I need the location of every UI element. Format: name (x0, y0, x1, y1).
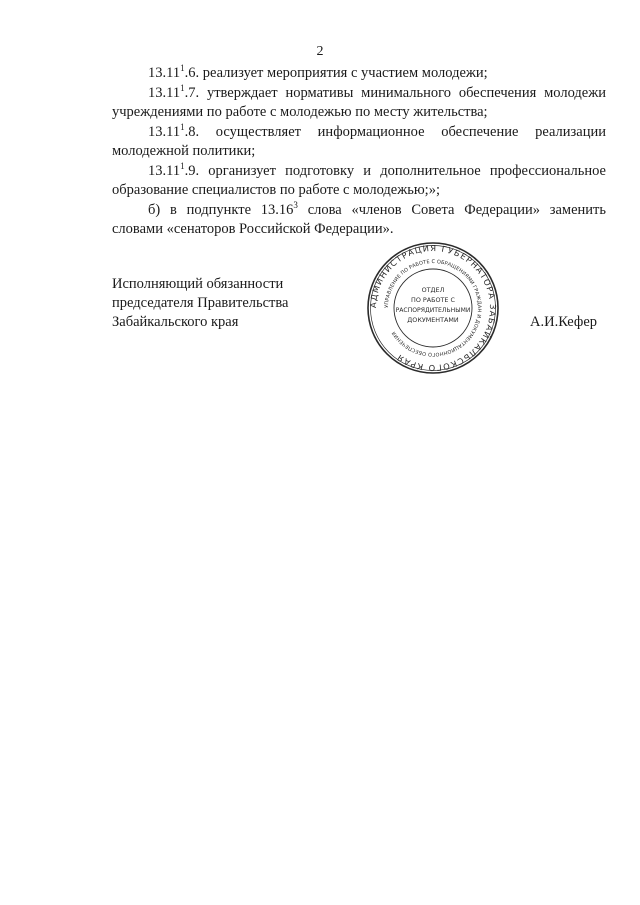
clause-superscript: 1 (180, 83, 185, 93)
clause-text: .6. реализует мероприятия с участием молодежи; (184, 65, 488, 81)
clause-number: 13.11 (148, 163, 181, 179)
stamp-center-line: РАСПОРЯДИТЕЛЬНЫМИ (395, 307, 471, 314)
signatory-title (112, 275, 332, 332)
clause-superscript: 1 (180, 122, 185, 132)
amendment-post: слова «членов Совета Федерации» заменить словами «сенаторов Российской Федерации». (112, 202, 607, 237)
page-number: 2 (316, 44, 324, 59)
signatory-title-line: Забайкальского края (112, 314, 239, 330)
clause-text: .8. осуществляет информационное обеспечение реализации молодежной политики; (112, 124, 606, 159)
official-stamp (366, 241, 500, 375)
stamp-outer-ring-text: АДМИНИСТРАЦИЯ ГУБЕРНАТОРА ЗАБАЙКАЛЬСКОГО КРАЯ (367, 242, 499, 374)
amendment-superscript: 3 (293, 200, 298, 210)
clause-text: .9. организует подготовку и дополнительное профессиональное образование специалистов по работе с молодежью;»; (112, 163, 606, 198)
clause-number: 13.11 (148, 124, 181, 140)
paragraph-13-11-1-8 (112, 123, 606, 161)
signatory-name: А.И.Кефер (530, 314, 598, 330)
clause-number: 13.11 (148, 85, 181, 101)
signatory-title-line: Исполняющий обязанности (112, 276, 284, 292)
paragraph-13-11-1-9 (112, 162, 606, 200)
document-body (112, 64, 606, 240)
signatory-title-line: председателя Правительства (112, 295, 289, 311)
paragraph-13-11-1-6 (112, 64, 606, 83)
amendment-pre: б) в подпункте 13.16 (148, 202, 294, 218)
paragraph-13-11-1-7 (112, 84, 606, 122)
stamp-center-line: ПО РАБОТЕ С (411, 296, 455, 304)
paragraph-amendment-b (112, 201, 606, 239)
stamp-center-line: ДОКУМЕНТАМИ (407, 316, 459, 324)
stamp-inner-ring-text: УПРАВЛЕНИЕ ПО РАБОТЕ С ОБРАЩЕНИЯМИ ГРАЖДАН И ДОКУМЕНТАЦИОННОГО ОБЕСПЕЧЕНИЯ (383, 258, 483, 358)
clause-text: .7. утверждает нормативы минимального обеспечения молодежи учреждениями по работе с молодежью по месту жительства; (112, 85, 606, 120)
clause-superscript: 1 (180, 63, 185, 73)
clause-number: 13.11 (148, 65, 181, 81)
stamp-center-line: ОТДЕЛ (421, 286, 445, 294)
clause-superscript: 1 (180, 161, 185, 171)
